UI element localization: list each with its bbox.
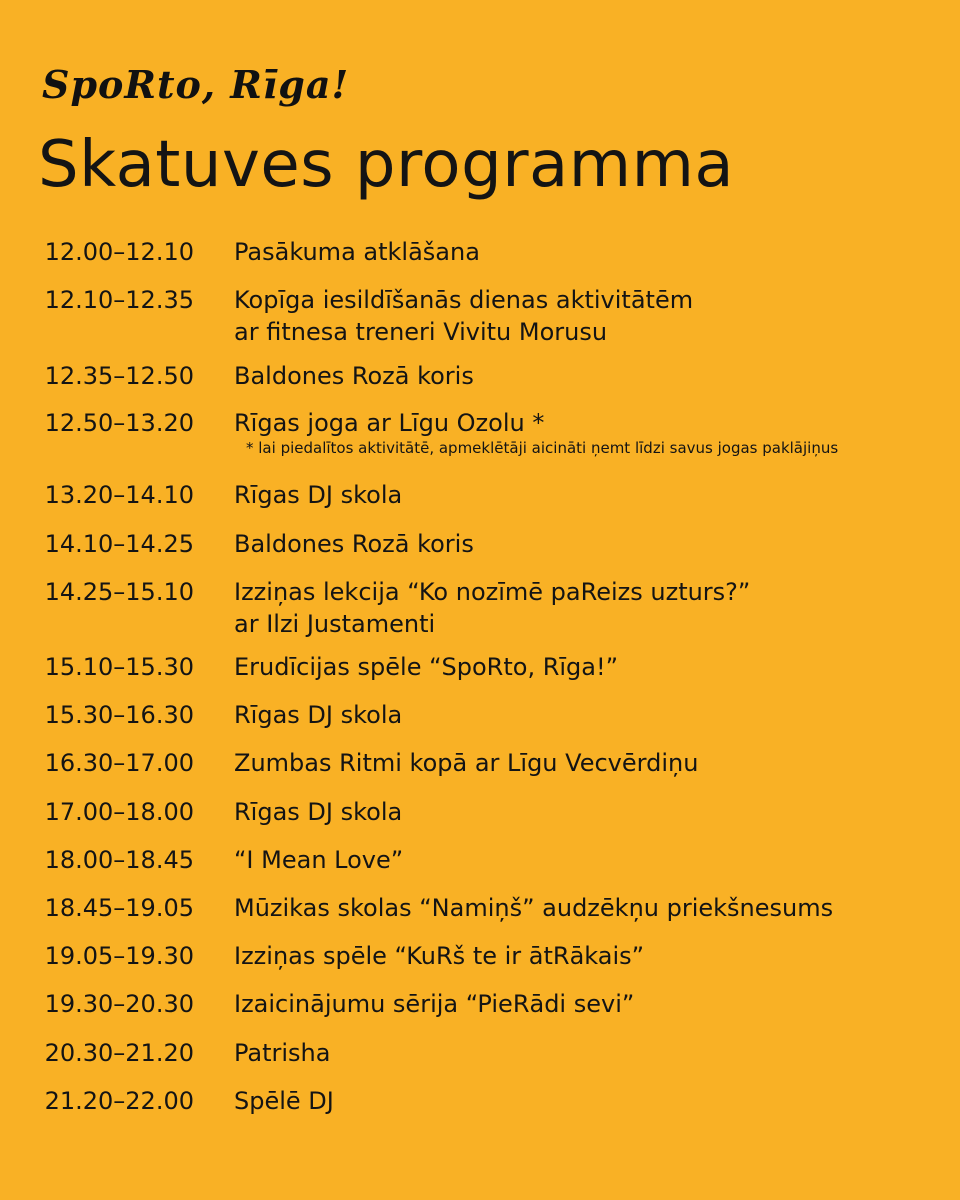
page-title: Skatuves programma — [38, 128, 735, 202]
schedule-time: 21.20–22.00 — [44, 1087, 194, 1115]
activity-line: Izaicinājumu sērija “PieRādi sevi” — [234, 990, 635, 1018]
activity-line: ar fitnesa treneri Vivitu Morusu — [234, 318, 608, 346]
schedule-time: 12.10–12.35 — [44, 286, 194, 314]
activity-line: Izziņas lekcija “Ko nozīmē paReizs uzturs?” — [234, 578, 751, 606]
activity-line: “I Mean Love” — [234, 846, 404, 874]
activity-footnote: * lai piedalītos aktivitātē, apmeklētāji aicināti ņemt līdzi savus jogas paklājiņus — [246, 439, 839, 457]
schedule-time: 20.30–21.20 — [44, 1039, 194, 1067]
schedule-activity — [234, 576, 750, 640]
activity-line: Erudīcijas spēle “SpoRto, Rīga!” — [234, 653, 619, 681]
schedule-time: 13.20–14.10 — [44, 481, 194, 509]
schedule-time: 12.50–13.20 — [44, 409, 194, 437]
schedule-time: 16.30–17.00 — [44, 749, 194, 777]
schedule-activity — [234, 892, 833, 924]
activity-line: Baldones Rozā koris — [234, 362, 474, 390]
schedule-activity — [234, 1037, 330, 1069]
schedule-activity — [234, 651, 618, 683]
activity-line: Rīgas DJ skola — [234, 481, 403, 509]
sporto-riga-logo: SpoRto, Rīga! — [42, 62, 350, 107]
schedule-time: 15.30–16.30 — [44, 701, 194, 729]
schedule-time: 12.00–12.10 — [44, 238, 194, 266]
schedule-activity — [234, 1085, 334, 1117]
schedule-time: 15.10–15.30 — [44, 653, 194, 681]
schedule-activity — [234, 360, 474, 392]
schedule-activity — [234, 284, 693, 348]
schedule-time: 18.45–19.05 — [44, 894, 194, 922]
schedule-activity — [234, 988, 634, 1020]
activity-line: Zumbas Ritmi kopā ar Līgu Vecvērdiņu — [234, 749, 699, 777]
schedule-activity — [234, 940, 644, 972]
schedule-time: 19.05–19.30 — [44, 942, 194, 970]
activity-line: ar Ilzi Justamenti — [234, 610, 436, 638]
schedule-activity — [234, 407, 838, 457]
schedule-time: 18.00–18.45 — [44, 846, 194, 874]
schedule-time: 19.30–20.30 — [44, 990, 194, 1018]
schedule-activity — [234, 796, 402, 828]
activity-line: Baldones Rozā koris — [234, 530, 474, 558]
activity-line: Spēlē DJ — [234, 1087, 334, 1115]
schedule-activity — [234, 699, 402, 731]
schedule-activity — [234, 844, 403, 876]
activity-line: Rīgas joga ar Līgu Ozolu * — [234, 409, 545, 437]
schedule-time: 14.10–14.25 — [44, 530, 194, 558]
schedule-activity — [234, 528, 474, 560]
schedule-time: 12.35–12.50 — [44, 362, 194, 390]
activity-line: Pasākuma atklāšana — [234, 238, 480, 266]
schedule-activity — [234, 747, 698, 779]
schedule-time: 14.25–15.10 — [44, 578, 194, 606]
schedule-activity — [234, 479, 402, 511]
activity-line: Patrisha — [234, 1039, 331, 1067]
activity-line: Rīgas DJ skola — [234, 701, 403, 729]
schedule-activity — [234, 236, 480, 268]
schedule-time: 17.00–18.00 — [44, 798, 194, 826]
activity-line: Kopīga iesildīšanās dienas aktivitātēm — [234, 286, 694, 314]
activity-line: Mūzikas skolas “Namiņš” audzēkņu priekšnesums — [234, 894, 834, 922]
activity-line: Rīgas DJ skola — [234, 798, 403, 826]
activity-line: Izziņas spēle “KuRš te ir ātRākais” — [234, 942, 645, 970]
